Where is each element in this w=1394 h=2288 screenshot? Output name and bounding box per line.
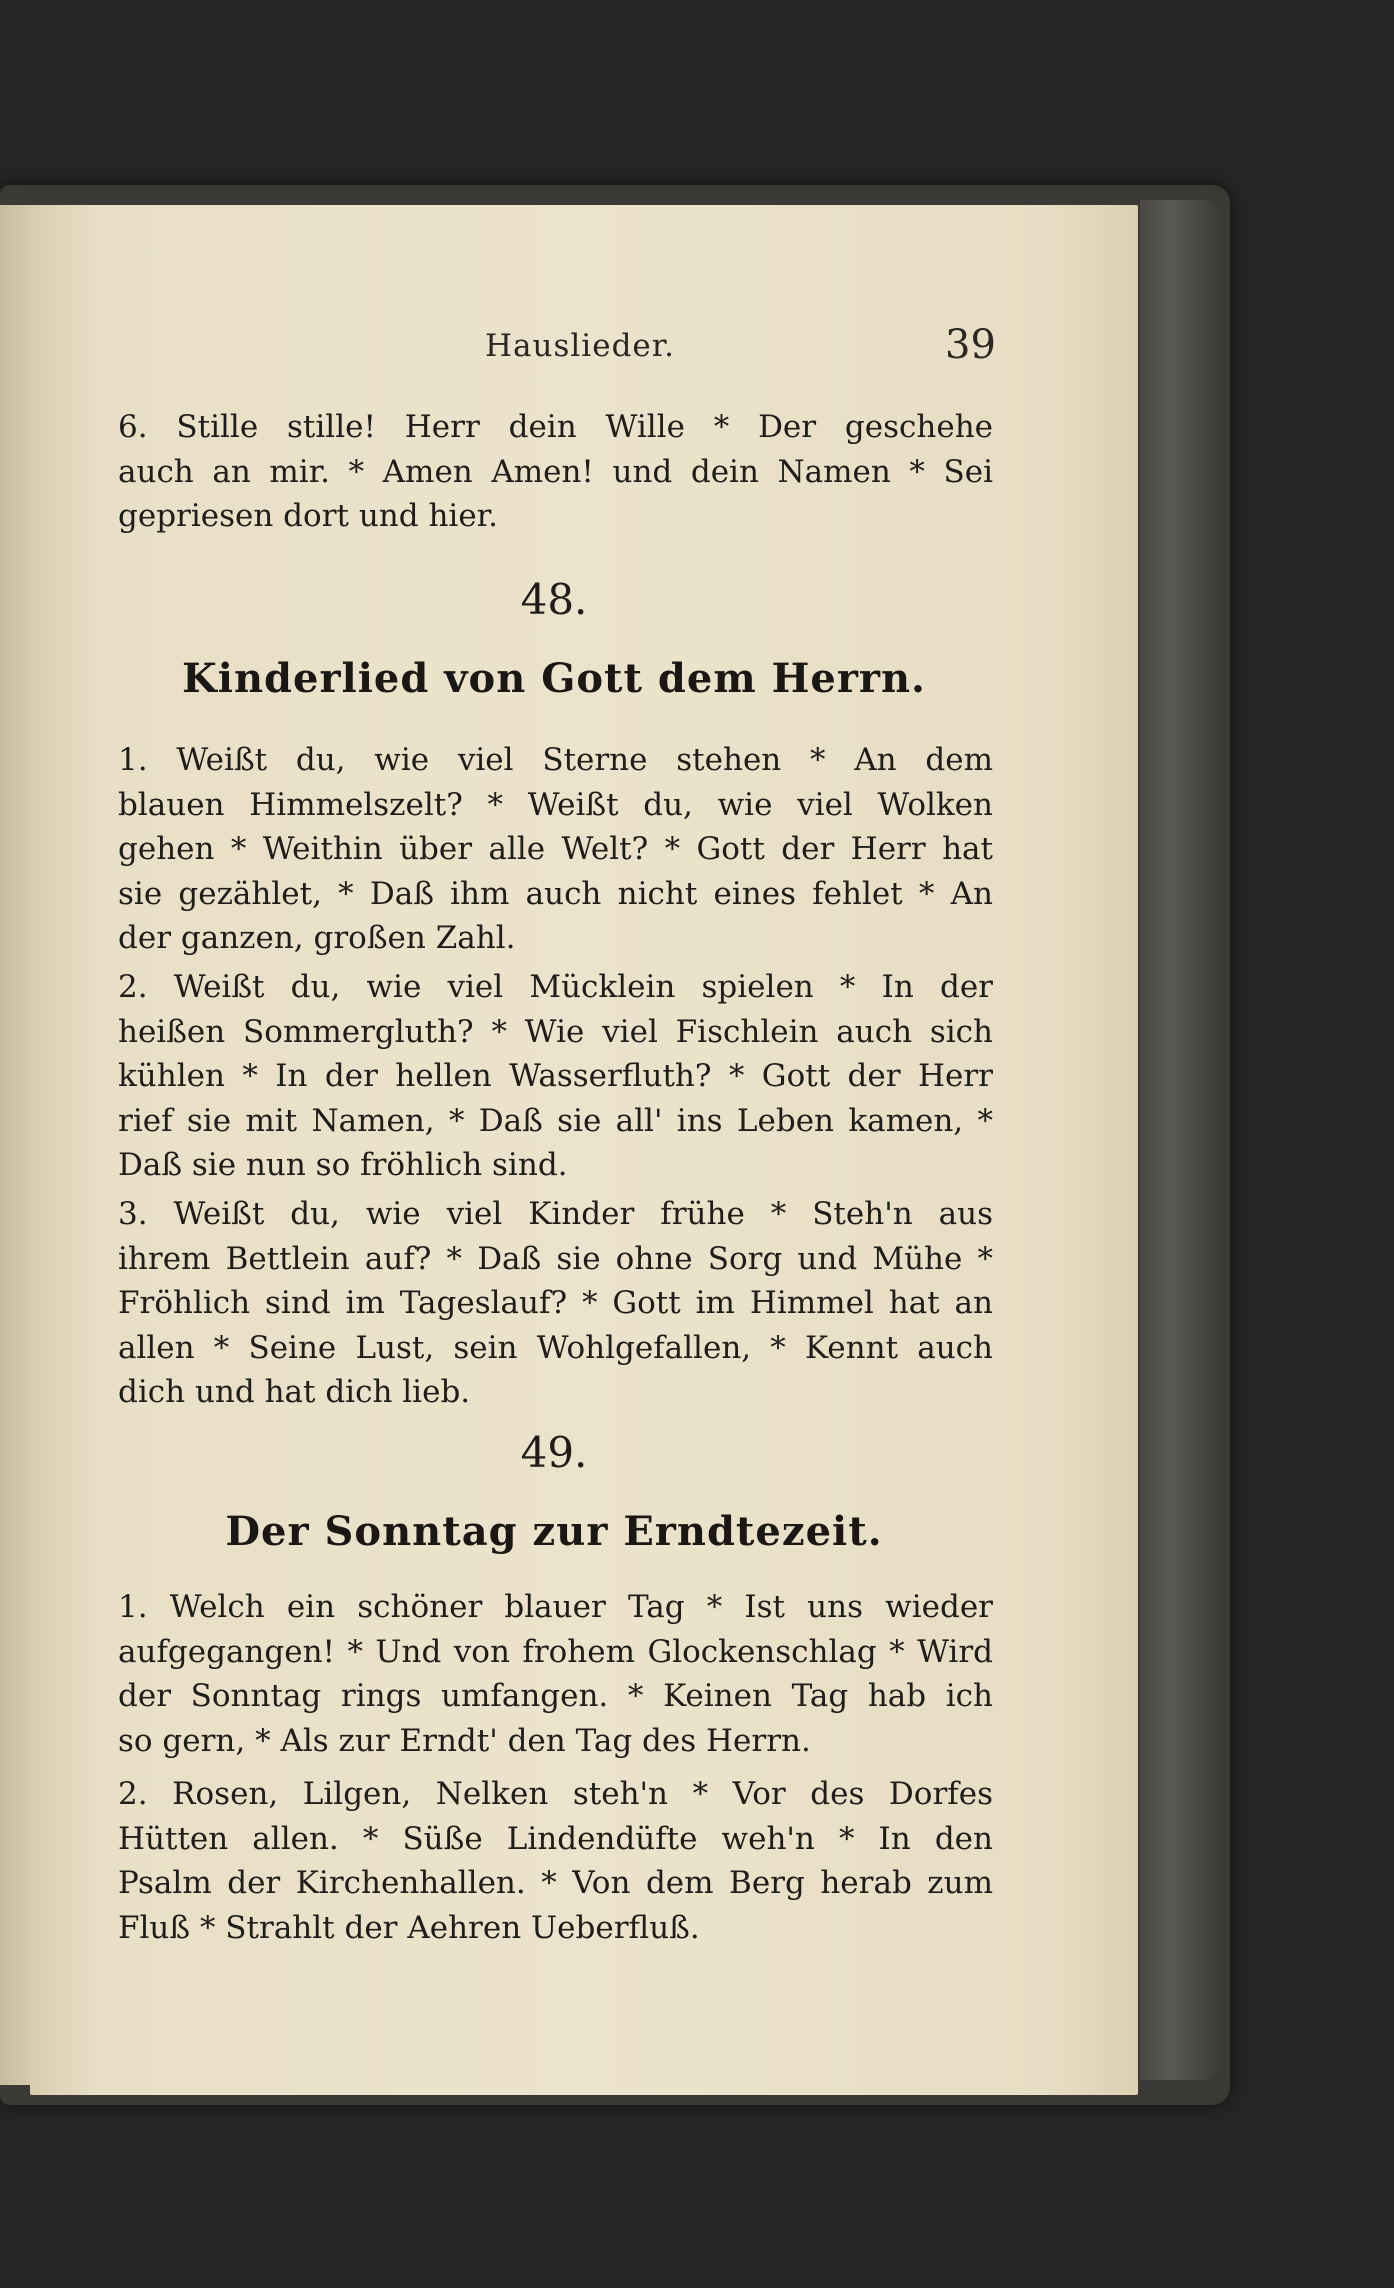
text-line: aufgegangen! * Und von frohem Glockenschlag * Wird — [118, 1633, 993, 1670]
text-line: blauen Himmelszelt? * Weißt du, wie viel Wolken — [118, 786, 993, 823]
text-line: Psalm der Kirchenhallen. * Von dem Berg herab zum — [118, 1865, 993, 1901]
running-head: Hauslieder. — [485, 328, 676, 364]
text-line: kühlen * In der hellen Wasserfluth? * Gott der Herr — [118, 1058, 993, 1094]
text-line: 2. Weißt du, wie viel Mücklein spielen * In der — [118, 969, 993, 1005]
text-line: sie gezählet, * Daß ihm auch nicht eines fehlet * An — [118, 875, 993, 912]
text-line: Fröhlich sind im Tageslauf? * Gott im Himmel hat an — [118, 1285, 993, 1321]
verse-6-previous-hymn — [118, 405, 993, 539]
text-line: 1. Welch ein schöner blauer Tag * Ist uns wieder — [118, 1589, 993, 1625]
text-line: der Sonntag rings umfangen. * Keinen Tag hab ich — [118, 1678, 993, 1714]
hymn-48-verse-1 — [118, 738, 993, 961]
text-line: dich und hat dich lieb. — [118, 1374, 471, 1410]
hymn-49-verse-2 — [118, 1772, 993, 1950]
hymn-49-verse-1 — [118, 1585, 993, 1763]
text-line: Fluß * Strahlt der Aehren Ueberfluß. — [118, 1909, 700, 1946]
text-line: 3. Weißt du, wie viel Kinder frühe * Steh'n aus — [118, 1196, 993, 1232]
text-line: 6. Stille stille! Herr dein Wille * Der geschehe — [118, 409, 993, 445]
hymn-number-49: 49. — [520, 1428, 588, 1477]
text-line: Hütten allen. * Süße Lindendüfte weh'n * In den — [118, 1820, 993, 1857]
page-number: 39 — [945, 322, 996, 368]
hymn-48-verse-2 — [118, 965, 993, 1188]
text-line: gehen * Weithin über alle Welt? * Gott der Herr hat — [118, 831, 993, 867]
text-line: allen * Seine Lust, sein Wohlgefallen, * Kennt auch — [118, 1329, 993, 1366]
text-line: 1. Weißt du, wie viel Sterne stehen * An dem — [118, 742, 993, 778]
hymn-title-48: Kinderlied von Gott dem Herrn. — [182, 655, 926, 702]
text-line: so gern, * Als zur Erndt' den Tag des Herrn. — [118, 1722, 811, 1759]
text-line: gepriesen dort und hier. — [118, 498, 498, 534]
text-line: ihrem Bettlein auf? * Daß sie ohne Sorg und Mühe * — [118, 1240, 993, 1277]
text-line: der ganzen, großen Zahl. — [118, 920, 516, 956]
hymn-48-verse-3 — [118, 1192, 993, 1415]
text-line: heißen Sommergluth? * Wie viel Fischlein auch sich — [118, 1013, 993, 1050]
text-line: 2. Rosen, Lilgen, Nelken steh'n * Vor des Dorfes — [118, 1776, 993, 1812]
text-line: auch an mir. * Amen Amen! und dein Namen * Sei — [118, 453, 993, 490]
text-line: Daß sie nun so fröhlich sind. — [118, 1147, 568, 1183]
hymn-title-49: Der Sonntag zur Erndtezeit. — [225, 1508, 883, 1555]
hymn-number-48: 48. — [520, 575, 588, 624]
text-line: rief sie mit Namen, * Daß sie all' ins Leben kamen, * — [118, 1102, 993, 1139]
book-cover-edge — [1140, 200, 1220, 2080]
